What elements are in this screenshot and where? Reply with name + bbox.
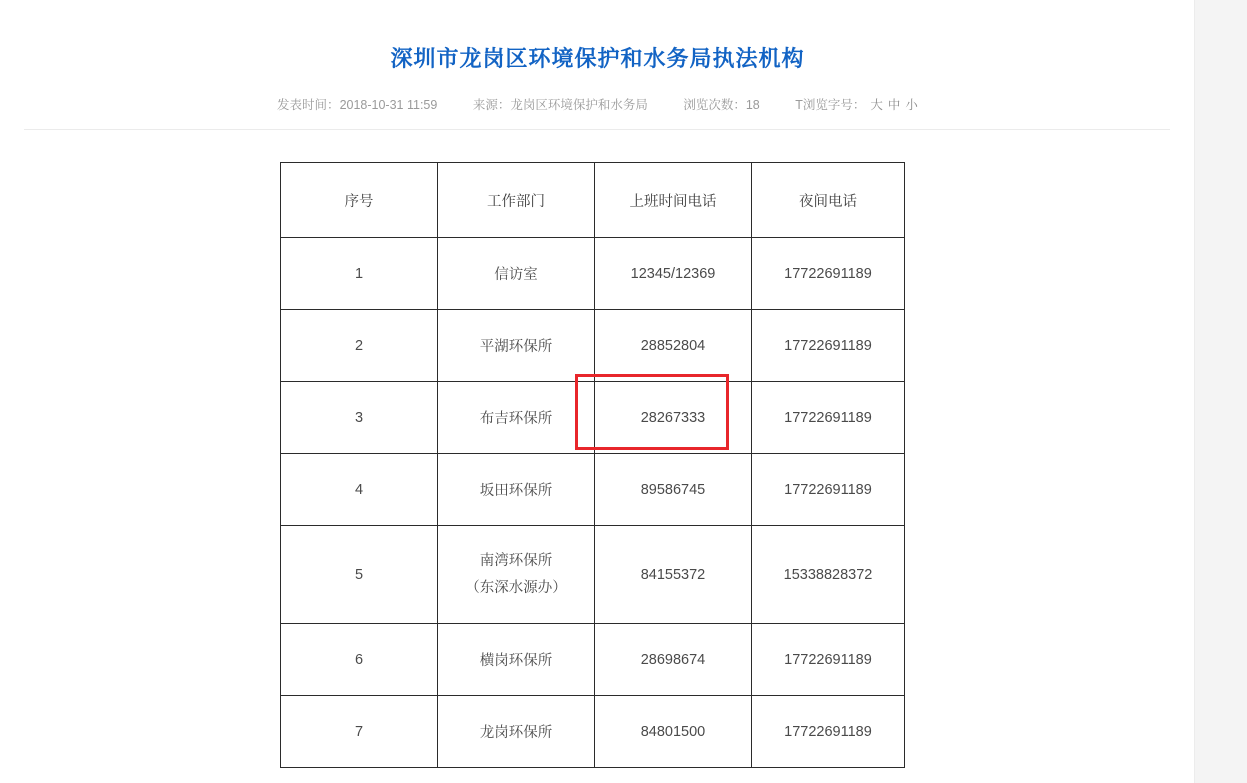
header-cell-dept: 工作部门 (438, 163, 595, 238)
cell-no: 1 (281, 238, 438, 310)
cell-dept: 横岗环保所 (438, 624, 595, 696)
table-row (281, 238, 905, 310)
cell-no: 4 (281, 454, 438, 526)
cell-day-phone: 89586745 (595, 454, 752, 526)
cell-night-phone: 17722691189 (752, 624, 905, 696)
cell-dept: 龙岗环保所 (438, 696, 595, 768)
contact-table-wrapper (280, 162, 905, 768)
cell-dept: 平湖环保所 (438, 310, 595, 382)
cell-night-phone: 17722691189 (752, 696, 905, 768)
cell-day-phone: 12345/12369 (595, 238, 752, 310)
source (473, 95, 648, 113)
cell-dept: 布吉环保所 (438, 382, 595, 454)
cell-night-phone: 15338828372 (752, 526, 905, 624)
cell-day-phone: 84801500 (595, 696, 752, 768)
cell-no: 7 (281, 696, 438, 768)
cell-no: 5 (281, 526, 438, 624)
table-row (281, 382, 905, 454)
table-row (281, 526, 905, 624)
view-count-label: 浏览次数： (683, 98, 746, 112)
cell-day-phone-highlighted: 28267333 (595, 382, 752, 454)
font-size-label: T浏览字号： (795, 98, 866, 112)
cell-dept-line1: 南湾环保所 (479, 552, 553, 569)
cell-no: 2 (281, 310, 438, 382)
cell-dept (438, 526, 595, 624)
cell-night-phone: 17722691189 (752, 310, 905, 382)
table-row (281, 624, 905, 696)
cell-night-phone: 17722691189 (752, 454, 905, 526)
table-row (281, 310, 905, 382)
header-cell-day-phone: 上班时间电话 (595, 163, 752, 238)
source-label: 来源： (472, 98, 511, 112)
font-size-control (795, 95, 918, 113)
cell-day-phone: 84155372 (595, 526, 752, 624)
table-row (281, 454, 905, 526)
cell-dept: 坂田环保所 (438, 454, 595, 526)
font-size-medium[interactable]: 中 (887, 98, 901, 112)
page-title: 深圳市龙岗区环境保护和水务局执法机构 (390, 46, 805, 71)
font-size-small[interactable]: 小 (905, 98, 918, 112)
header-cell-no: 序号 (281, 163, 438, 238)
header-cell-night-phone: 夜间电话 (752, 163, 905, 238)
view-count-value: 18 (745, 98, 760, 112)
cell-day-phone: 28698674 (595, 624, 752, 696)
cell-no: 6 (281, 624, 438, 696)
font-size-large[interactable]: 大 (870, 98, 883, 112)
cell-no: 3 (281, 382, 438, 454)
publish-time-label: 发表时间： (277, 98, 340, 112)
view-count (683, 95, 759, 113)
cell-dept: 信访室 (438, 238, 595, 310)
cell-night-phone: 17722691189 (752, 382, 905, 454)
header-divider (24, 129, 1170, 130)
source-value: 龙岗区环境保护和水务局 (510, 98, 648, 112)
table-row (281, 696, 905, 768)
contact-table (280, 162, 905, 768)
publish-time (277, 95, 437, 113)
right-gutter (1194, 0, 1247, 783)
cell-dept-line2: （东深水源办） (465, 579, 567, 596)
table-header-row (281, 163, 905, 238)
cell-night-phone: 17722691189 (752, 238, 905, 310)
cell-day-phone: 28852804 (595, 310, 752, 382)
publish-time-value: 2018-10-31 11:59 (339, 98, 438, 112)
article-meta (0, 95, 1195, 113)
